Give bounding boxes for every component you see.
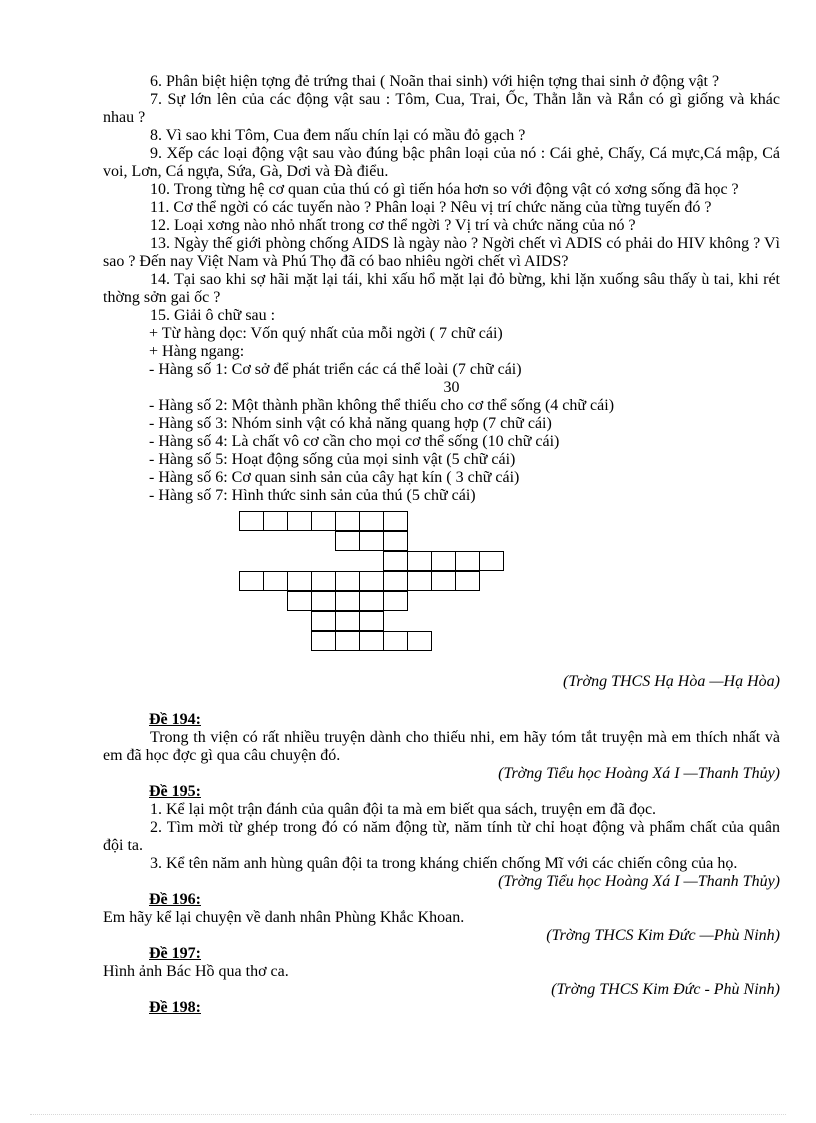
crossword-cell — [407, 571, 432, 591]
crossword-row-3-clue: - Hàng số 3: Nhóm sinh vật có khả năng quang hợp (7 chữ cái) — [149, 415, 552, 432]
crossword-cell — [383, 531, 408, 551]
crossword-cell — [359, 531, 384, 551]
crossword-cell — [263, 511, 288, 531]
crossword-cell — [383, 571, 408, 591]
crossword-cell — [383, 551, 408, 571]
question-10: 10. Trong từng hệ cơ quan của thú có gì tiến hóa hơn so với động vật có xơng sống đã học ? — [150, 181, 739, 198]
crossword-cell — [287, 591, 312, 611]
page-bottom-rule — [30, 1114, 786, 1115]
crossword-cell — [335, 591, 360, 611]
crossword-row-5-clue: - Hàng số 5: Hoạt động sống của mọi sinh vật (5 chữ cái) — [149, 451, 516, 468]
question-13: 13. Ngày thế giới phòng chống AIDS là ngày nào ? Ngời chết vì ADIS có phải do HIV không ? Vì sao ? Đến nay Việt Nam và Phú Thọ đã có bao nhiêu ngời chết vì AIDS? — [103, 235, 780, 270]
de-194-text: Trong th viện có rất nhiều truyện dành cho thiếu nhi, em hãy tóm tắt truyện mà em thích nhất và em đã học đợc gì qua câu chuyện đó. — [103, 729, 780, 764]
crossword-cell — [311, 511, 336, 531]
crossword-grid — [103, 511, 780, 659]
question-14: 14. Tại sao khi sợ hãi mặt lại tái, khi xấu hổ mặt lại đỏ bừng, khi lặn xuống sâu thấy ù tai, khi rét thờng sởn gai ốc ? — [103, 271, 780, 306]
crossword-cell — [287, 571, 312, 591]
de-198-heading: Đề 198: — [149, 999, 201, 1016]
crossword-cell — [479, 551, 504, 571]
de-197-source: (Trờng THCS Kim Đức - Phù Ninh) — [551, 981, 780, 998]
crossword-cell — [359, 571, 384, 591]
de-196-text: Em hãy kể lại chuyện về danh nhân Phùng Khắc Khoan. — [103, 909, 465, 926]
crossword-row-7-clue: - Hàng số 7: Hình thức sinh sản của thú (5 chữ cái) — [149, 487, 476, 504]
crossword-cell — [335, 511, 360, 531]
de-197-heading: Đề 197: — [149, 945, 201, 962]
question-11: 11. Cơ thể ngời có các tuyến nào ? Phân loại ? Nêu vị trí chức năng của từng tuyến đó ? — [150, 199, 712, 216]
de-194-heading: Đề 194: — [149, 711, 201, 728]
crossword-cell — [455, 571, 480, 591]
crossword-cell — [431, 551, 456, 571]
de-196-source: (Trờng THCS Kim Đức —Phù Ninh) — [546, 927, 780, 944]
document-page — [103, 73, 780, 1017]
de-195-item-2: 2. Tìm mời từ ghép trong đó có năm động từ, năm tính từ chỉ hoạt động và phẩm chất của quân đội ta. — [103, 819, 780, 854]
crossword-cell — [335, 531, 360, 551]
crossword-cell — [359, 631, 384, 651]
question-6: 6. Phân biệt hiện tợng đẻ trứng thai ( Noãn thai sinh) với hiện tợng thai sinh ở động vật ? — [150, 73, 720, 90]
crossword-cell — [287, 511, 312, 531]
crossword-cell — [311, 571, 336, 591]
question-7: 7. Sự lớn lên của các động vật sau : Tôm, Cua, Trai, Ốc, Thằn lằn và Rắn có gì giống và khác nhau ? — [103, 91, 780, 126]
crossword-cell — [383, 591, 408, 611]
crossword-cell — [263, 571, 288, 591]
de-197-text: Hình ảnh Bác Hồ qua thơ ca. — [103, 963, 289, 980]
de-196-heading: Đề 196: — [149, 891, 201, 908]
crossword-cell — [431, 571, 456, 591]
crossword-row-2-clue: - Hàng số 2: Một thành phần không thể thiếu cho cơ thể sống (4 chữ cái) — [149, 397, 615, 414]
crossword-cell — [335, 571, 360, 591]
question-15: 15. Giải ô chữ sau : — [150, 307, 276, 324]
crossword-cell — [359, 511, 384, 531]
crossword-cell — [359, 611, 384, 631]
question-12: 12. Loại xơng nào nhỏ nhất trong cơ thể ngời ? Vị trí và chức năng của nó ? — [150, 217, 636, 234]
crossword-cell — [311, 611, 336, 631]
crossword-row-4-clue: - Hàng số 4: Là chất vô cơ cần cho mọi cơ thể sống (10 chữ cái) — [149, 433, 560, 450]
crossword-cell — [239, 511, 264, 531]
crossword-horizontal-title: + Hàng ngang: — [149, 343, 245, 360]
de-194-source: (Trờng Tiểu học Hoàng Xá I —Thanh Thủy) — [498, 765, 780, 782]
crossword-cell — [407, 631, 432, 651]
crossword-cell — [383, 631, 408, 651]
crossword-cell — [455, 551, 480, 571]
de-195-source: (Trờng Tiểu học Hoàng Xá I —Thanh Thủy) — [498, 873, 780, 890]
crossword-vertical-clue: + Từ hàng dọc: Vốn quý nhất của mỗi ngời ( 7 chữ cái) — [149, 325, 503, 342]
crossword-cell — [311, 591, 336, 611]
crossword-cell — [407, 551, 432, 571]
crossword-cell — [359, 591, 384, 611]
crossword-cell — [335, 631, 360, 651]
de-195-item-1: 1. Kể lại một trận đánh của quân đội ta mà em biết qua sách, truyện em đã đọc. — [150, 801, 657, 818]
question-9: 9. Xếp các loại động vật sau vào đúng bậc phân loại của nó : Cái ghẻ, Chấy, Cá mực,Cá mập, Cá voi, Lơn, Cá ngựa, Sứa, Gà, Dơi và Đà điểu. — [103, 145, 780, 180]
crossword-cell — [311, 631, 336, 651]
crossword-cell — [383, 511, 408, 531]
question-8: 8. Vì sao khi Tôm, Cua đem nấu chín lại có mầu đỏ gạch ? — [150, 127, 526, 144]
de-195-item-3: 3. Kể tên năm anh hùng quân đội ta trong kháng chiến chống Mĩ với các chiến công của họ. — [150, 855, 738, 872]
crossword-cell — [239, 571, 264, 591]
de-195-heading: Đề 195: — [149, 783, 201, 800]
crossword-row-1-clue: - Hàng số 1: Cơ sở để phát triển các cá thể loài (7 chữ cái) — [149, 361, 522, 378]
crossword-cell — [335, 611, 360, 631]
page-number: 30 — [443, 379, 460, 396]
crossword-source: (Trờng THCS Hạ Hòa —Hạ Hòa) — [562, 673, 780, 690]
crossword-row-6-clue: - Hàng số 6: Cơ quan sinh sản của cây hạt kín ( 3 chữ cái) — [149, 469, 520, 486]
